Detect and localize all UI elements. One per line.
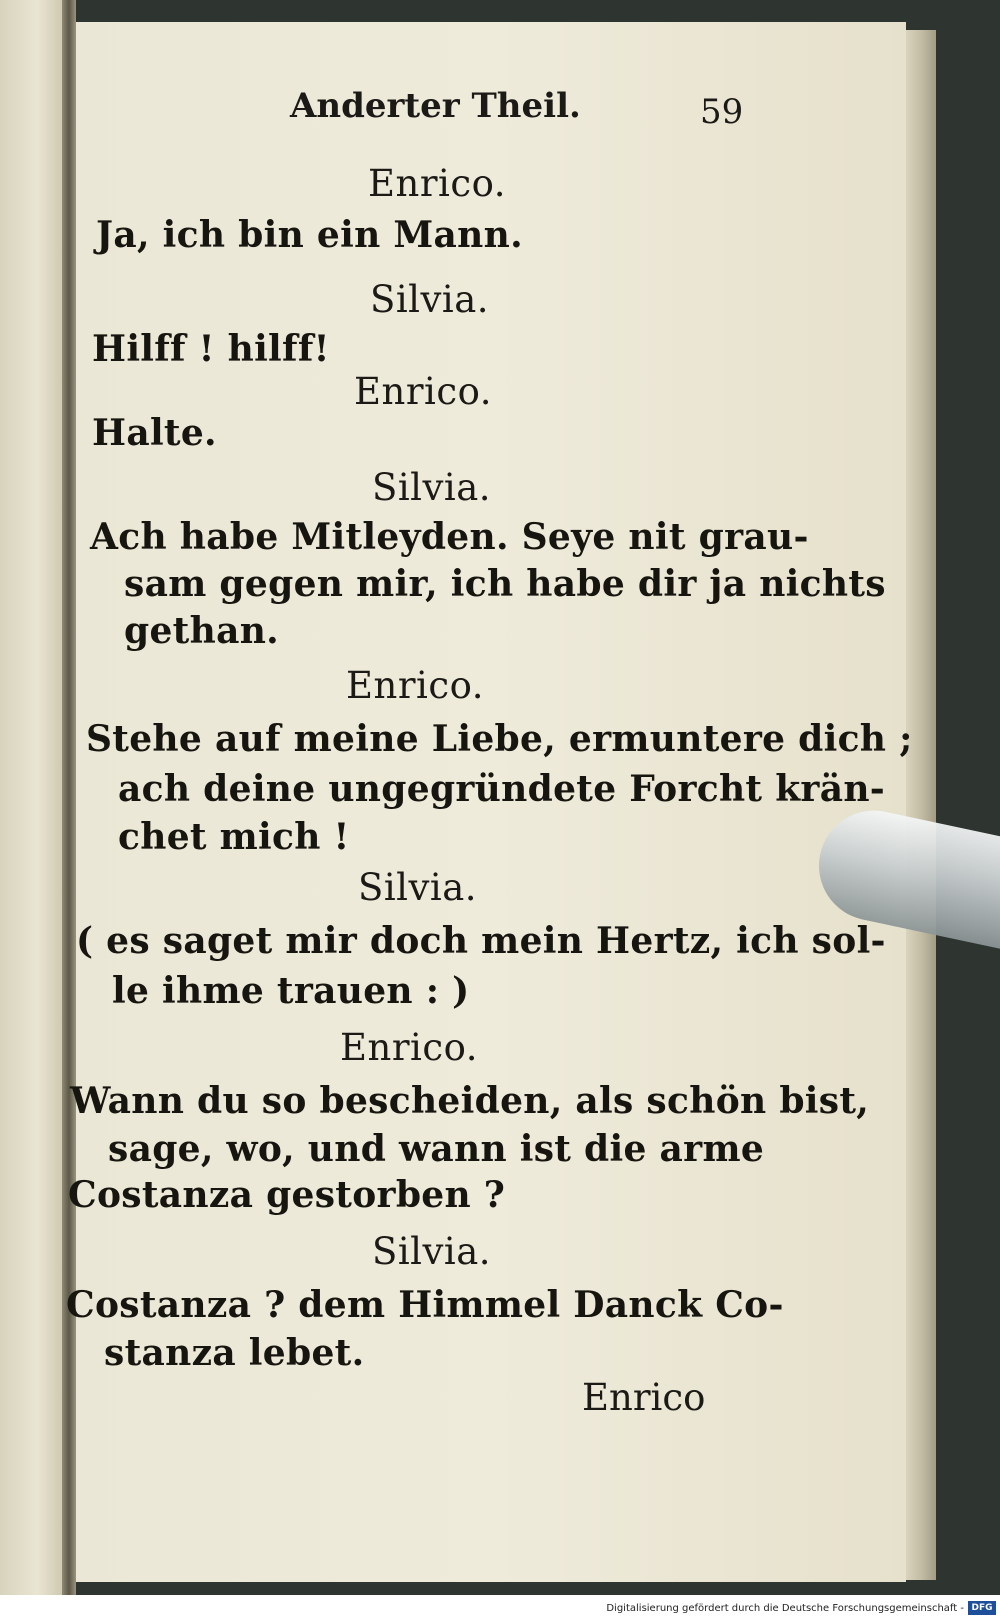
speaker-name: Silvia. [372, 1230, 492, 1273]
speaker-name: Enrico. [340, 1026, 478, 1069]
facing-page-edge [0, 0, 62, 1595]
catchword: Enrico [582, 1376, 706, 1419]
dialogue-line: sage, wo, und wann ist die arme [108, 1128, 765, 1170]
dialogue-line: ( es saget mir doch mein Hertz, ich sol- [76, 920, 886, 962]
dialogue-line: Wann du so bescheiden, als schön bist, [70, 1080, 870, 1122]
page-stack-edge [906, 30, 936, 1580]
book-gutter [62, 0, 76, 1595]
dialogue-line: gethan. [124, 610, 280, 652]
dfg-logo: DFG [968, 1601, 996, 1615]
speaker-name: Enrico. [368, 162, 506, 205]
dialogue-line: Costanza ? dem Himmel Danck Co- [66, 1284, 784, 1326]
page-number: 59 [700, 92, 744, 132]
dialogue-line: Halte. [92, 412, 217, 454]
digitization-credit: Digitalisierung gefördert durch die Deutsche Forschungsgemeinschaft - [606, 1603, 964, 1614]
dialogue-line: Stehe auf meine Liebe, ermuntere dich ; [86, 718, 913, 760]
dialogue-line: chet mich ! [118, 816, 350, 858]
dialogue-line: Ach habe Mitleyden. Seye nit grau- [90, 516, 809, 558]
speaker-name: Enrico. [354, 370, 492, 413]
dialogue-line: Ja, ich bin ein Mann. [96, 214, 523, 256]
dialogue-line: le ihme trauen : ) [112, 970, 470, 1012]
dialogue-line: Costanza gestorben ? [68, 1174, 506, 1216]
dialogue-line: Hilff ! hilff! [92, 328, 330, 370]
speaker-name: Silvia. [372, 466, 492, 509]
speaker-name: Silvia. [370, 278, 490, 321]
speaker-name: Silvia. [358, 866, 478, 909]
dialogue-line: stanza lebet. [104, 1332, 365, 1374]
running-header: Anderter Theil. [290, 86, 581, 126]
dialogue-line: ach deine ungegründete Forcht krän- [118, 768, 886, 810]
speaker-name: Enrico. [346, 664, 484, 707]
dialogue-line: sam gegen mir, ich habe dir ja nichts [124, 563, 886, 605]
